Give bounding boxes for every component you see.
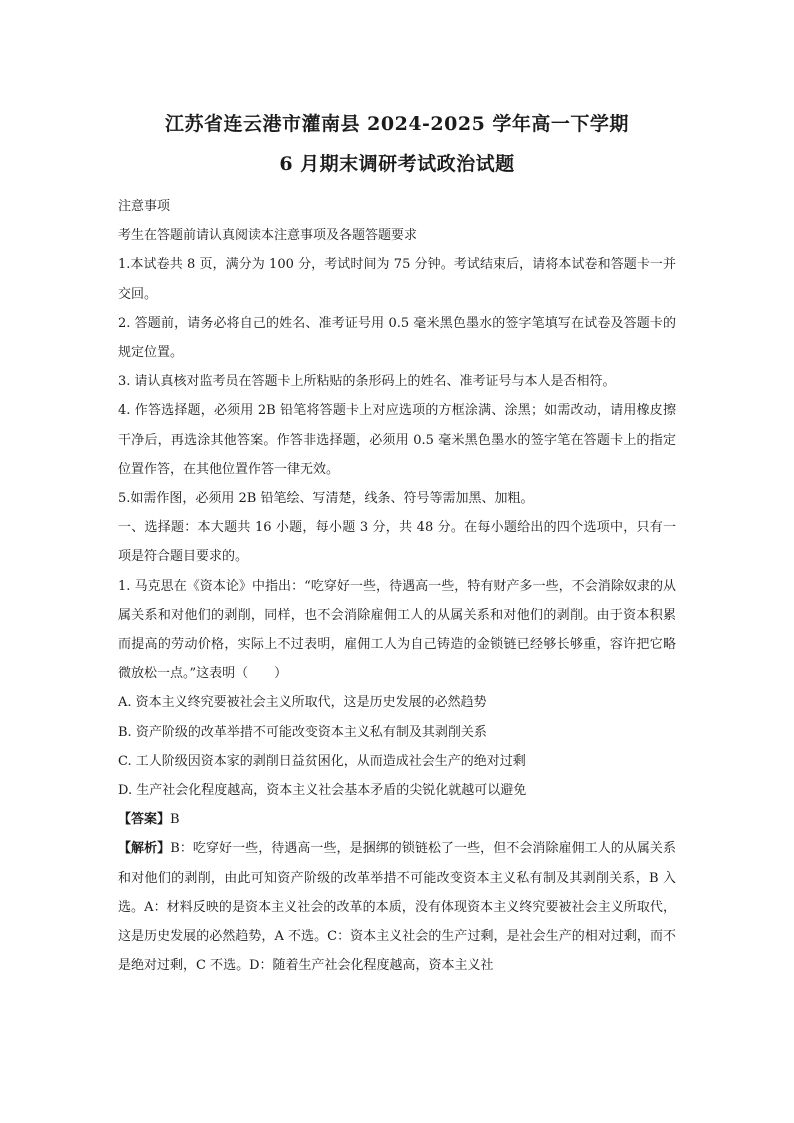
title-line-2: 6 月期末调研考试政治试题 — [279, 153, 515, 175]
analysis-label: 【解析】 — [118, 841, 171, 857]
notice-item-2: 2. 答题前，请务必将自己的姓名、准考证号用 0.5 毫米黑色墨水的签字笔填写在试卷及答题卡的规定位置。 — [118, 315, 676, 361]
question-stem: 1. 马克思在《资本论》中指出：“吃穿好一些，待遇高一些，特有财产多一些，不会消除奴隶的从属关系和对他们的剥削，同样，也不会消除雇佣工人的从属关系和对他们的剥削。由于资本积累而提高的劳动价格，实际上不过表明，雇佣工人为自己铸造的金锁链已经够长够重，容许把它略微放松一点。”这表明（ ） — [118, 578, 676, 682]
option-b: B. 资产阶级的改革举措不可能改变资本主义私有制及其剥削关系 — [118, 724, 487, 740]
document-body — [118, 192, 676, 980]
answer-label: 【答案】 — [118, 812, 171, 828]
option-a: A. 资本主义终究要被社会主义所取代，这是历史发展的必然趋势 — [118, 695, 487, 711]
title-line-1: 江苏省连云港市灌南县 2024-2025 学年高一下学期 — [165, 113, 629, 135]
option-c: C. 工人阶级因资本家的剥削日益贫困化，从而造成社会生产的绝对过剩 — [118, 753, 526, 769]
section-heading: 一、选择题：本大题共 16 小题，每小题 3 分，共 48 分。在每小题给出的四个选项中，只有一项是符合题目要求的。 — [118, 520, 676, 565]
notice-intro: 考生在答题前请认真阅读本注意事项及各题答题要求 — [118, 228, 418, 244]
analysis-paragraph — [118, 834, 676, 980]
notice-heading: 注意事项 — [118, 199, 171, 214]
notice-item-1: 1.本试卷共 8 页，满分为 100 分，考试时间为 75 分钟。考试结束后，请将本试卷和答题卡一并交回。 — [118, 257, 676, 302]
analysis-text: B：吃穿好一些，待遇高一些，是捆绑的锁链松了一些，但不会消除雇佣工人的从属关系和对他们的剥削，由此可知资产阶级的改革举措不可能改变资本主义私有制及其剥削关系，B 入选。A：材料反映的是资本主义社会的改革的本质，没有体现资本主义终究要被社会主义所取代，这是历史发展的必然趋势，A 不选。C：资本主义社会的生产过剩，是社会生产的相对过剩，而不是绝对过剩，C 不选。D：随着生产社会化程度越高，资本主义社 — [118, 841, 676, 974]
notice-item-4: 4. 作答选择题，必须用 2B 铅笔将答题卡上对应选项的方框涂满、涂黑；如需改动，请用橡皮擦干净后，再选涂其他答案。作答非选择题，必须用 0.5 毫米黑色墨水的签字笔在答题卡上的指定位置作答，在其他位置作答一律无效。 — [118, 403, 676, 477]
answer-line — [118, 805, 676, 834]
answer-value: B — [170, 812, 180, 828]
option-d: D. 生产社会化程度越高，资本主义社会基本矛盾的尖锐化就越可以避免 — [118, 783, 527, 799]
notice-item-3: 3. 请认真核对监考员在答题卡上所粘贴的条形码上的姓名、准考证号与本人是否相符。 — [118, 374, 616, 390]
notice-item-5: 5.如需作图，必须用 2B 铅笔绘、写清楚，线条、符号等需加黑、加粗。 — [118, 491, 534, 507]
